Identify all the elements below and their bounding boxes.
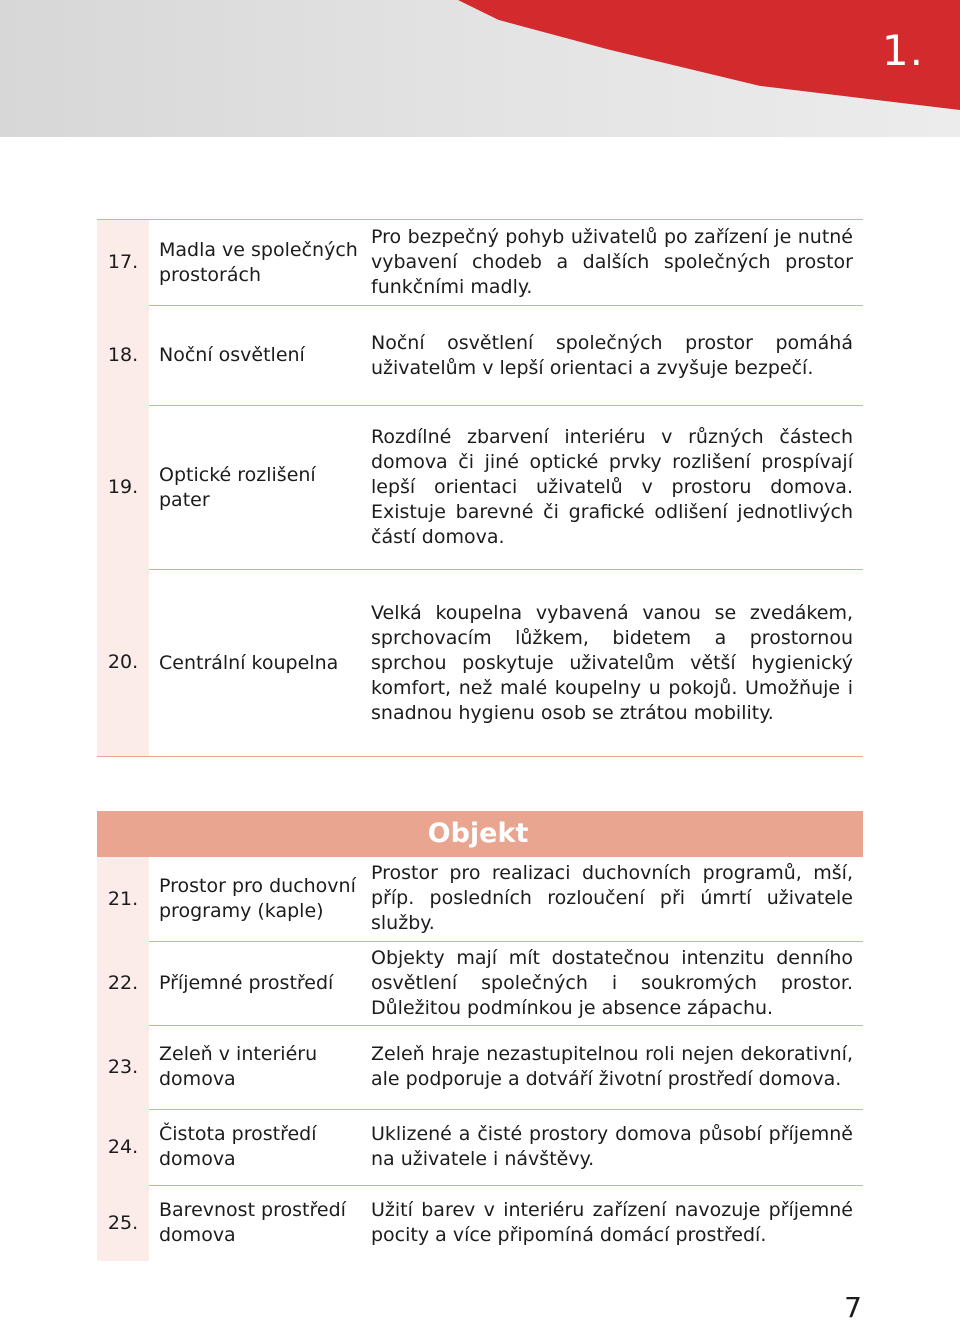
row-title: Optické rozlišení pater	[149, 406, 371, 570]
table-row	[97, 1109, 863, 1185]
row-description: Rozdílné zbarvení interiéru v různých částech domova či jiné optické prvky rozlišení prospívají lepší orientaci uživatelů v prostoru domova. Existuje barevné či grafické odlišení jednotlivých částí domova.	[371, 406, 863, 570]
row-number: 21.	[97, 857, 149, 941]
table-row	[97, 1185, 863, 1261]
row-number: 18.	[97, 306, 149, 406]
table-row	[97, 406, 863, 570]
row-description: Velká koupelna vybavená vanou se zvedákem, sprchovacím lůžkem, bidetem a prostornou sprchou poskytuje uživatelům větší hygienický komfort, než malé koupelny u pokojů. Umožňuje i snadnou hygienu osob se ztrátou mobility.	[371, 570, 863, 757]
row-title: Noční osvětlení	[149, 306, 371, 406]
row-description: Objekty mají mít dostatečnou intenzitu denního osvětlení společných i soukromých prostor. Důležitou podmínkou je absence zápachu.	[371, 941, 863, 1025]
row-title: Příjemné prostředí	[149, 941, 371, 1025]
row-description: Pro bezpečný pohyb uživatelů po zařízení je nutné vybavení chodeb a dalších společných prostor funkčními madly.	[371, 220, 863, 306]
table-row	[97, 1025, 863, 1109]
page-number: 7	[844, 1291, 862, 1324]
row-number: 23.	[97, 1025, 149, 1109]
table-row	[97, 941, 863, 1025]
row-title: Zeleň v interiéru domova	[149, 1025, 371, 1109]
criteria-table-top	[97, 219, 863, 757]
row-description: Uklizené a čisté prostory domova působí příjemně na uživatele i návštěvy.	[371, 1109, 863, 1185]
section-heading-label: Objekt	[427, 818, 529, 849]
row-title: Centrální koupelna	[149, 570, 371, 757]
row-description: Noční osvětlení společných prostor pomáhá uživatelům v lepší orientaci a zvyšuje bezpečí.	[371, 306, 863, 406]
table-row	[97, 570, 863, 757]
table-row	[97, 220, 863, 306]
chapter-number: 1.	[881, 26, 924, 75]
table-row	[97, 857, 863, 941]
row-description: Užití barev v interiéru zařízení navozuje příjemné pocity a více připomíná domácí prostředí.	[371, 1199, 853, 1247]
row-description: Prostor pro realizaci duchovních programů, mší, příp. posledních rozloučení při úmrtí uživatele služby.	[371, 857, 863, 941]
row-title: Madla ve společných prostorách	[149, 220, 371, 306]
row-title: Barevnost prostředí domova	[159, 1199, 346, 1247]
section-heading-objekt	[97, 811, 863, 857]
row-title: Čistota prostředí domova	[149, 1109, 371, 1185]
row-description: Zeleň hraje nezastupitelnou roli nejen dekorativní, ale podporuje a dotváří životní prostředí domova.	[371, 1025, 863, 1109]
row-number: 22.	[97, 941, 149, 1025]
row-number: 17.	[97, 220, 149, 306]
row-number: 25.	[97, 1185, 149, 1261]
row-number: 24.	[97, 1109, 149, 1185]
row-number: 20.	[97, 570, 149, 757]
table-row	[97, 306, 863, 406]
row-number: 19.	[97, 406, 149, 570]
row-title: Prostor pro duchovní programy (kaple)	[149, 857, 371, 941]
criteria-table-objekt	[97, 857, 863, 1261]
